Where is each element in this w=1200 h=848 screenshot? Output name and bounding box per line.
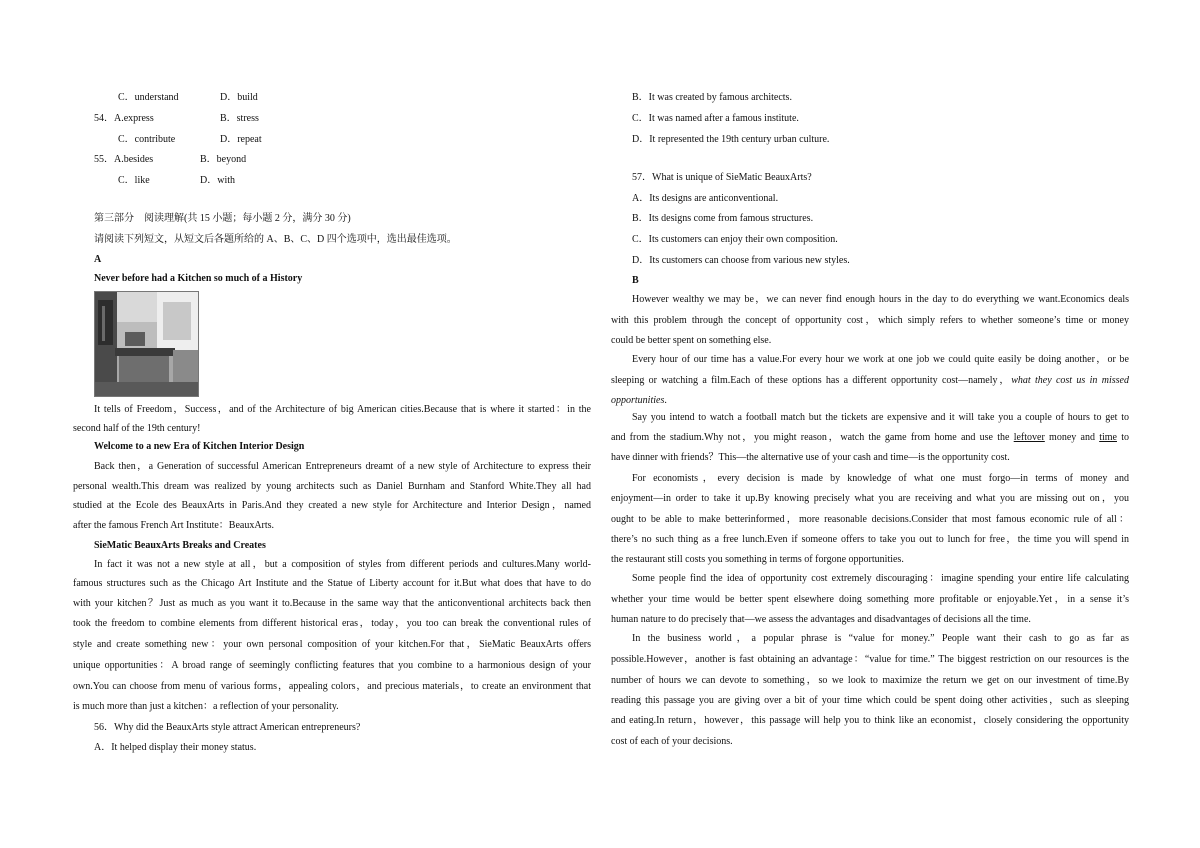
b2-line-2-text: sleeping or watching a film.Each of these options has a different opportunity cost—namely， <box>611 375 1012 386</box>
p3-line-1: In fact it was not a new style at all，but a composition of styles from different periods and cultures.Many world- <box>94 559 591 570</box>
b2-line-2 <box>611 374 1129 388</box>
b3-line-2-b: money and <box>1044 432 1100 443</box>
b5-line-2: whether your time would be better spent elsewhere doing something more profitable or enjoyable.Yet，in a sense it’s <box>611 594 1129 605</box>
p3-line-8: is much more than just a kitchen：a reflection of your personality. <box>73 701 339 712</box>
q54-option-c: C．contribute <box>118 134 176 145</box>
q54-option-b: B．stress <box>220 113 259 124</box>
b3-line-2 <box>611 431 1129 445</box>
b5-line-3: human nature to do precisely that—we assess the advantages and disadvantages of decisions all the time. <box>611 614 1031 625</box>
p2-line-3: studied at the Ecole des BeauxArts in Paris.And they created a new style for Architecture and Interior Design，named <box>73 500 591 511</box>
b3-underline-time: time <box>1099 432 1117 443</box>
b4-line-4: there’s no such thing as a free lunch.Even if someone offers to take you out to lunch for free，the time you will spend in <box>611 534 1129 545</box>
b4-line-2: enjoyment—in order to take it up.By knowing precisely what you are receiving and what you are missing out on，you <box>611 493 1129 504</box>
b6-line-6: cost of each of your decisions. <box>611 736 733 747</box>
b6-line-4: reading this passage you are giving over a bit of your time which could be spent doing other activities，such as sleeping <box>611 695 1129 706</box>
question-56: 56．Why did the BeauxArts style attract American entrepreneurs? <box>94 722 361 733</box>
q54-option-a: 54．A.express <box>94 113 154 124</box>
b1-line-2: with this problem through the concept of opportunity cost，which simply refers to whether someone’s time or money <box>611 315 1129 326</box>
p3-line-6: unique opportunities：A broad range of seemingly conflicting features that you combine to a harmonious design of your <box>73 660 591 671</box>
p3-line-7: own.You can choose from menu of various forms，appealing colors，and precious materials，to create an environment that <box>73 681 591 692</box>
b5-line-1: Some people find the idea of opportunity cost extremely discouraging：imagine spending your entire life calculating <box>632 573 1129 584</box>
q56-option-b: B．It was created by famous architects. <box>632 92 792 103</box>
q55-option-b: B．beyond <box>200 154 247 165</box>
q55-option-c: C．like <box>118 175 150 186</box>
p3-line-4: took the freedom to combine elements from different historical eras，today，you too can break the conventional rules of <box>73 618 591 629</box>
passage-b-label: B <box>632 275 639 286</box>
p1-line-1: It tells of Freedom，Success，and of the Architecture of big American cities.Because that is where it started：in the <box>94 404 591 415</box>
passage-a-title: Never before had a Kitchen so much of a History <box>94 273 303 284</box>
p2-line-4: after the famous French Art Institute：BeauxArts. <box>73 520 275 531</box>
q53-option-d: D．build <box>220 92 258 103</box>
q55-option-d: D．with <box>200 175 235 186</box>
b2-line-3-end: . <box>664 395 667 406</box>
section-instruction: 请阅读下列短文，从短文后各题所给的 A、B、C、D 四个选项中，选出最佳选项。 <box>94 234 457 245</box>
b2-line-3 <box>611 394 667 408</box>
b3-line-1: Say you intend to watch a football match but the tickets are expensive and it will take you a couple of hours to get to <box>632 412 1129 423</box>
b4-line-1: For economists，every decision is made by knowledge of what one must forgo—in terms of money and <box>632 473 1129 484</box>
b6-line-2: possible.However，another is fast obtaining an advantage：“value for time.” The biggest restriction on our resources is the <box>611 654 1129 665</box>
q57-option-d: D．Its customers can choose from various new styles. <box>632 255 850 266</box>
p3-line-5: style and create something new：your own personal composition of your kitchen.For that，SieMatic BeauxArts offers <box>73 639 591 650</box>
p3-line-2: famous structures such as the Chicago Art Institute and the Statue of Liberty account for it.But what does that have to do <box>73 578 591 589</box>
q54-ab <box>94 112 259 126</box>
q57-option-b: B．Its designs come from famous structures. <box>632 213 814 224</box>
b2-line-2-italic: what they cost us in missed <box>1011 375 1129 386</box>
kitchen-photo <box>94 291 199 397</box>
p3-line-3: with your kitchen？Just as much as you want it to.Because in the same way that the anticonventional architects back then <box>73 598 591 609</box>
p2-line-1: Back then，a Generation of successful American Entrepreneurs dreamt of a new style of Architecture to express their <box>94 461 591 472</box>
heading-siematic: SieMatic BeauxArts Breaks and Creates <box>94 540 266 551</box>
q56-option-d: D．It represented the 19th century urban culture. <box>632 134 830 145</box>
b2-line-1: Every hour of our time has a value.For every hour we work at one job we could quite easily be doing another，or be <box>632 354 1129 365</box>
b3-line-3: have dinner with friends？This—the alternative use of your cash and time—is the opportunity cost. <box>611 452 1010 463</box>
b1-line-3: could be better spent on something else. <box>611 335 772 346</box>
passage-a-label: A <box>94 254 102 265</box>
b6-line-5: and eating.In return，however，this passage will help you to think like an economist，closely considering the opportunity <box>611 715 1129 726</box>
b4-line-3: ought to be able to make betterinformed，more reasonable decisions.Consider that most famous economic rule of all： <box>611 514 1129 525</box>
question-57: 57．What is unique of SieMatic BeauxArts? <box>632 172 812 183</box>
q53-option-c: C．understand <box>118 92 179 103</box>
q55-cd <box>118 174 235 188</box>
b3-underline-leftover: leftover <box>1013 432 1045 443</box>
b4-line-5: the restaurant still costs you something in terms of forgone opportunities. <box>611 554 904 565</box>
b1-line-1: However wealthy we may be，we can never find enough hours in the day to do everything we want.Economics deals <box>632 294 1129 305</box>
heading-welcome: Welcome to a new Era of Kitchen Interior Design <box>94 441 305 452</box>
q56-option-a: A．It helped display their money status. <box>94 742 257 753</box>
q55-option-a: 55．A.besides <box>94 154 154 165</box>
section-title: 第三部分 阅读理解(共 15 小题；每小题 2 分，满分 30 分) <box>94 213 351 224</box>
q54-cd <box>118 133 262 147</box>
b6-line-3: number of hours we can devote to something，so we look to maximize the return we get on our investment of time.By <box>611 675 1129 686</box>
p2-line-2: personal wealth.This dream was realized by young architects such as Daniel Burnham and Stanford White.They all had <box>73 481 591 492</box>
q53-options <box>118 91 258 105</box>
q56-option-c: C．It was named after a famous institute. <box>632 113 799 124</box>
p1-line-2: second half of the 19th century! <box>73 423 201 434</box>
q54-option-d: D．repeat <box>220 134 262 145</box>
q57-option-a: A．Its designs are anticonventional. <box>632 193 779 204</box>
q55-ab <box>94 153 246 167</box>
b3-line-2-c: to <box>1116 432 1129 443</box>
b3-line-2-a: and from the stadium.Why not，you might reason，watch the game from home and use the <box>611 432 1014 443</box>
q57-option-c: C．Its customers can enjoy their own composition. <box>632 234 838 245</box>
b6-line-1: In the business world，a popular phrase is “value for money.” People want their cash to go as far as <box>632 633 1129 644</box>
b2-line-3-italic: opportunities <box>611 395 665 406</box>
